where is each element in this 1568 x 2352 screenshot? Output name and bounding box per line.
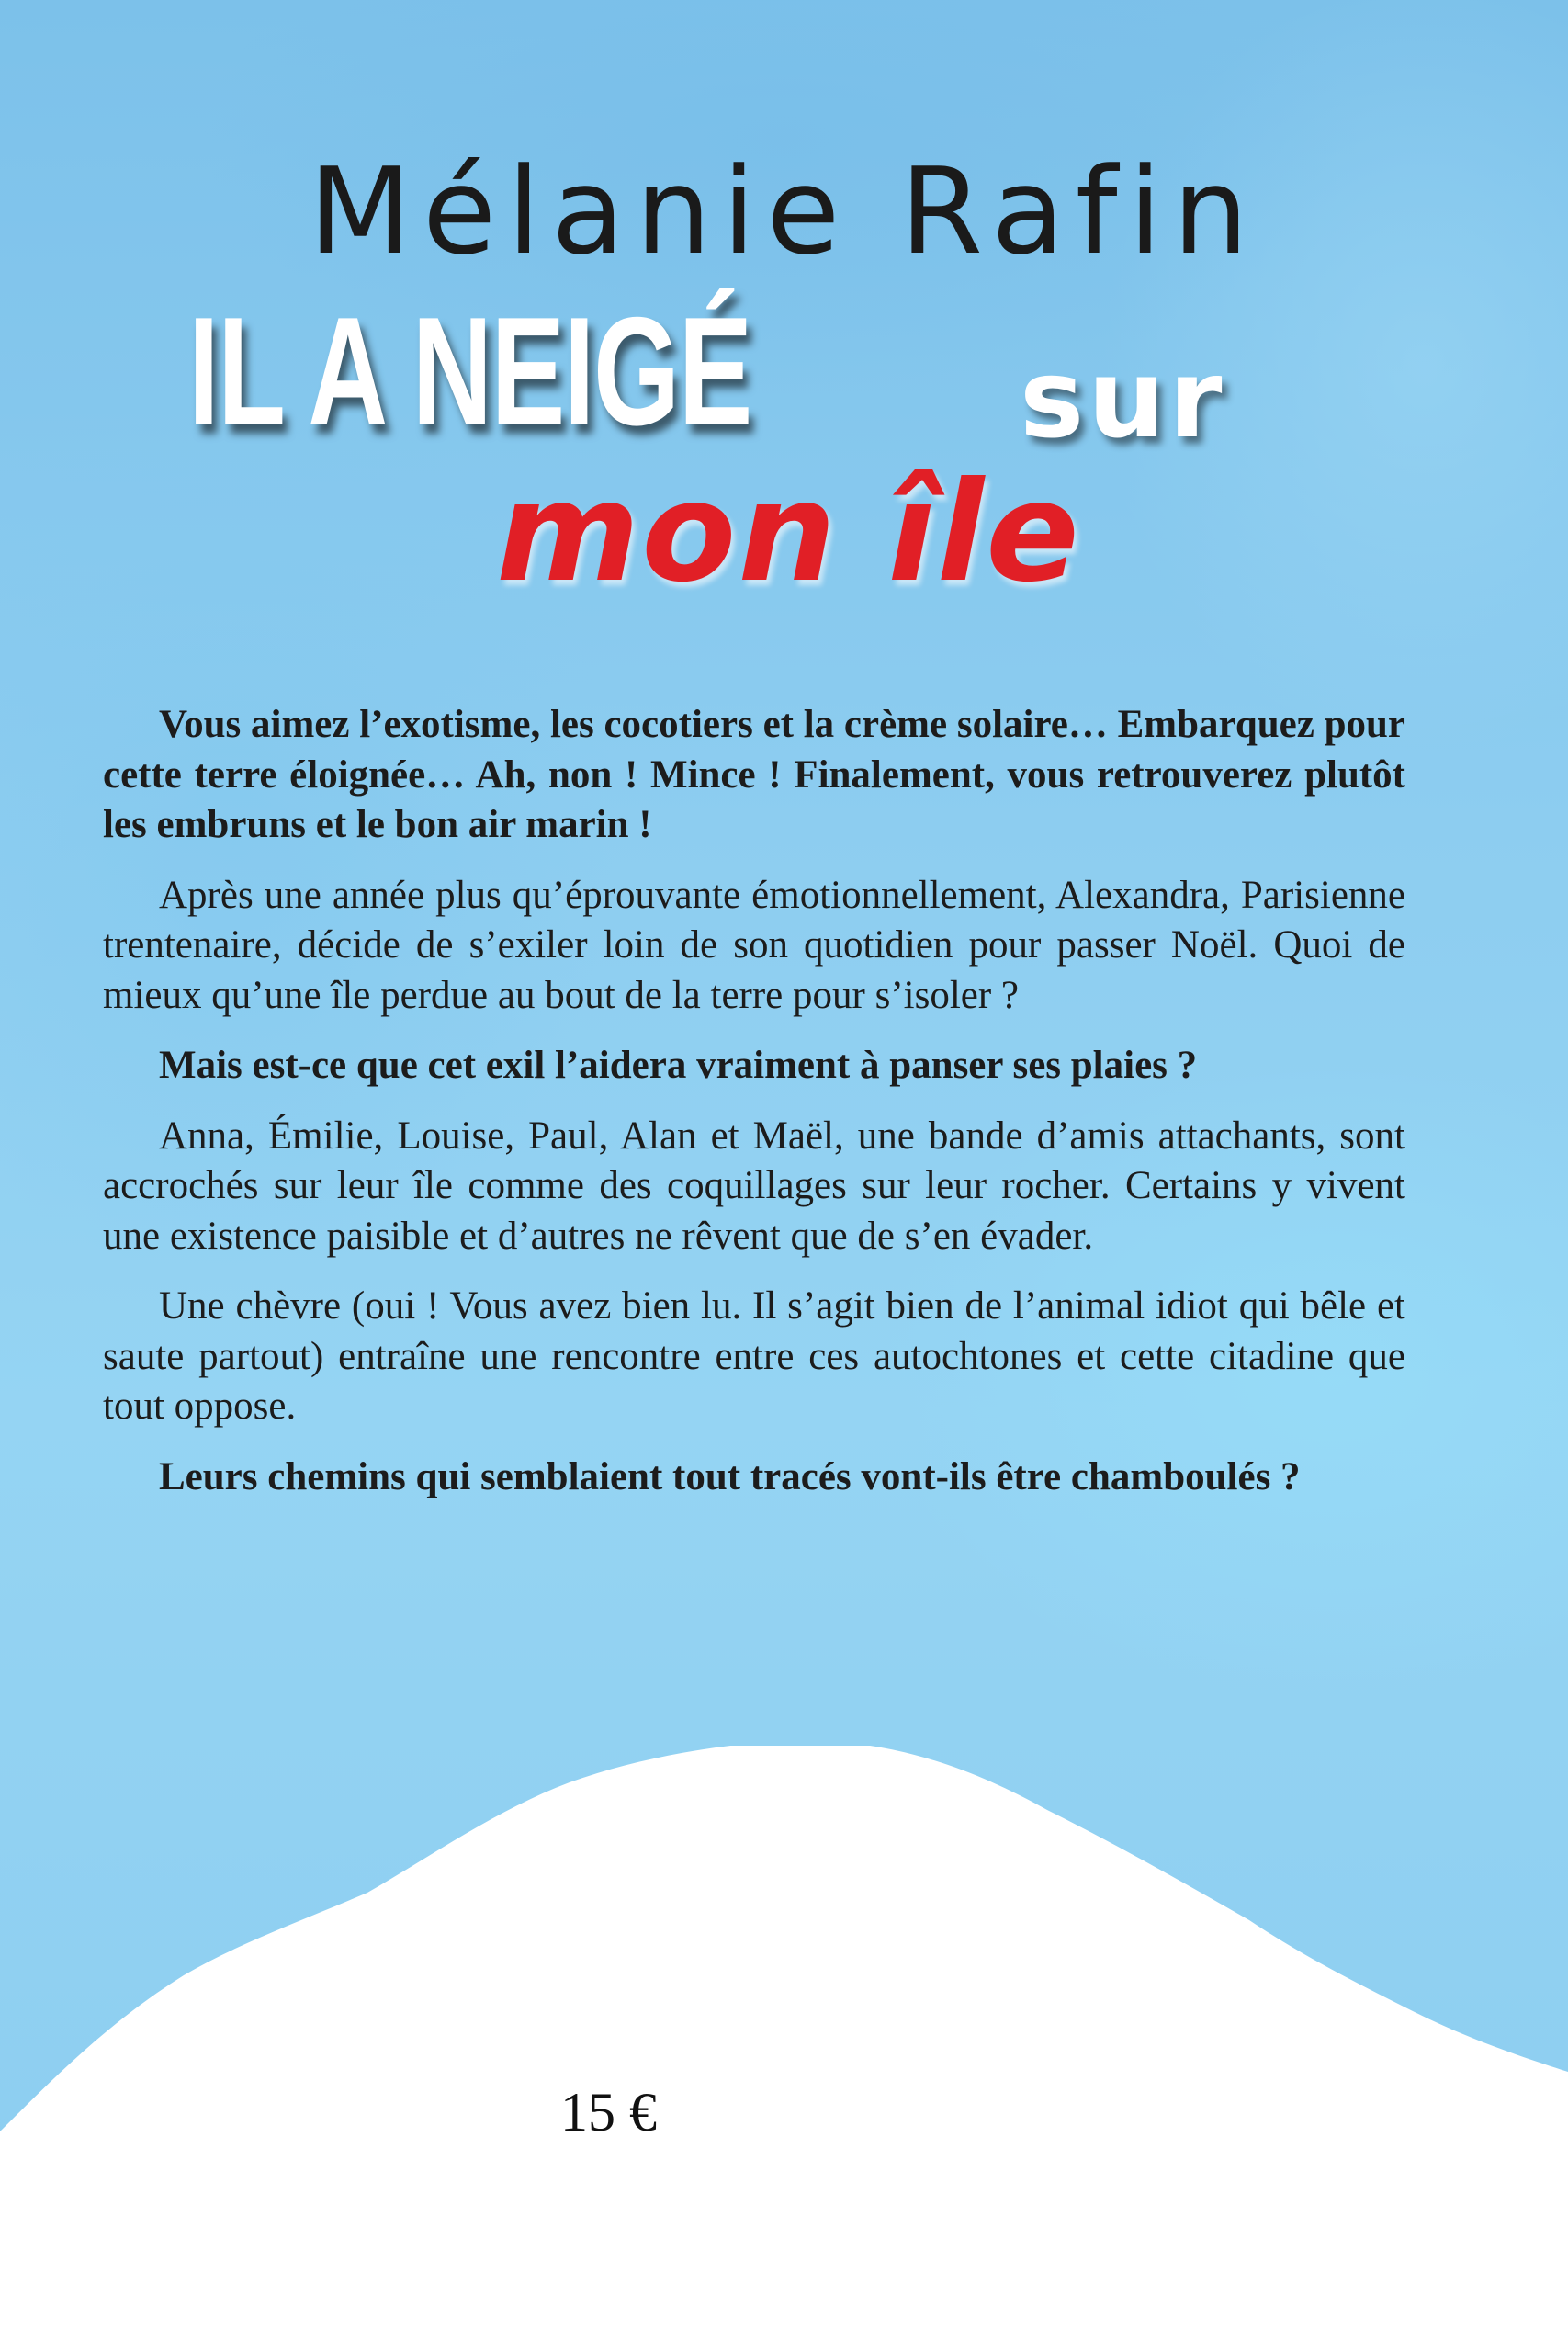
blurb-paragraph-4: Anna, Émilie, Louise, Paul, Alan et Maël, une bande d’amis attachants, sont accrochés sur leur île comme des coquillages sur leur rocher. Certains y vivent une existence paisible et d’autres ne rêvent que de s’en évader. bbox=[103, 1114, 1405, 1258]
blurb-paragraph-1: Vous aimez l’exotisme, les cocotiers et la crème solaire… Embarquez pour cette terre éloignée… Ah, non ! Mince ! Finalement, vous retrouverez plutôt les embruns et le bon air marin ! bbox=[103, 703, 1405, 846]
blurb-paragraph-5: Une chèvre (oui ! Vous avez bien lu. Il s’agit bien de l’animal idiot qui bêle et saute partout) entraîne une rencontre entre ces autochtones et cette citadine que tout oppose. bbox=[103, 1284, 1405, 1428]
blurb-paragraph-6: Leurs chemins qui semblaient tout tracés vont-ils être chamboulés ? bbox=[159, 1454, 1301, 1498]
author-name: Mélanie Rafin bbox=[308, 141, 1260, 281]
blurb-text bbox=[103, 700, 1405, 1522]
title-word-sur: sur bbox=[1020, 335, 1226, 462]
blurb-paragraph-3: Mais est-ce que cet exil l’aidera vraiment à panser ses plaies ? bbox=[159, 1044, 1198, 1087]
blurb-paragraph-2: Après une année plus qu’éprouvante émotionnellement, Alexandra, Parisienne trentenaire, décide de s’exiler loin de son quotidien pour passer Noël. Quoi de mieux qu’une île perdue au bout de la terre pour s’isoler ? bbox=[103, 873, 1405, 1017]
title-line-2: mon île bbox=[496, 453, 1081, 613]
snow-hill-illustration bbox=[0, 1746, 1568, 2352]
title-line-1: IL A NEIGÉ bbox=[188, 285, 751, 458]
price-label: 15 € bbox=[560, 2082, 657, 2143]
